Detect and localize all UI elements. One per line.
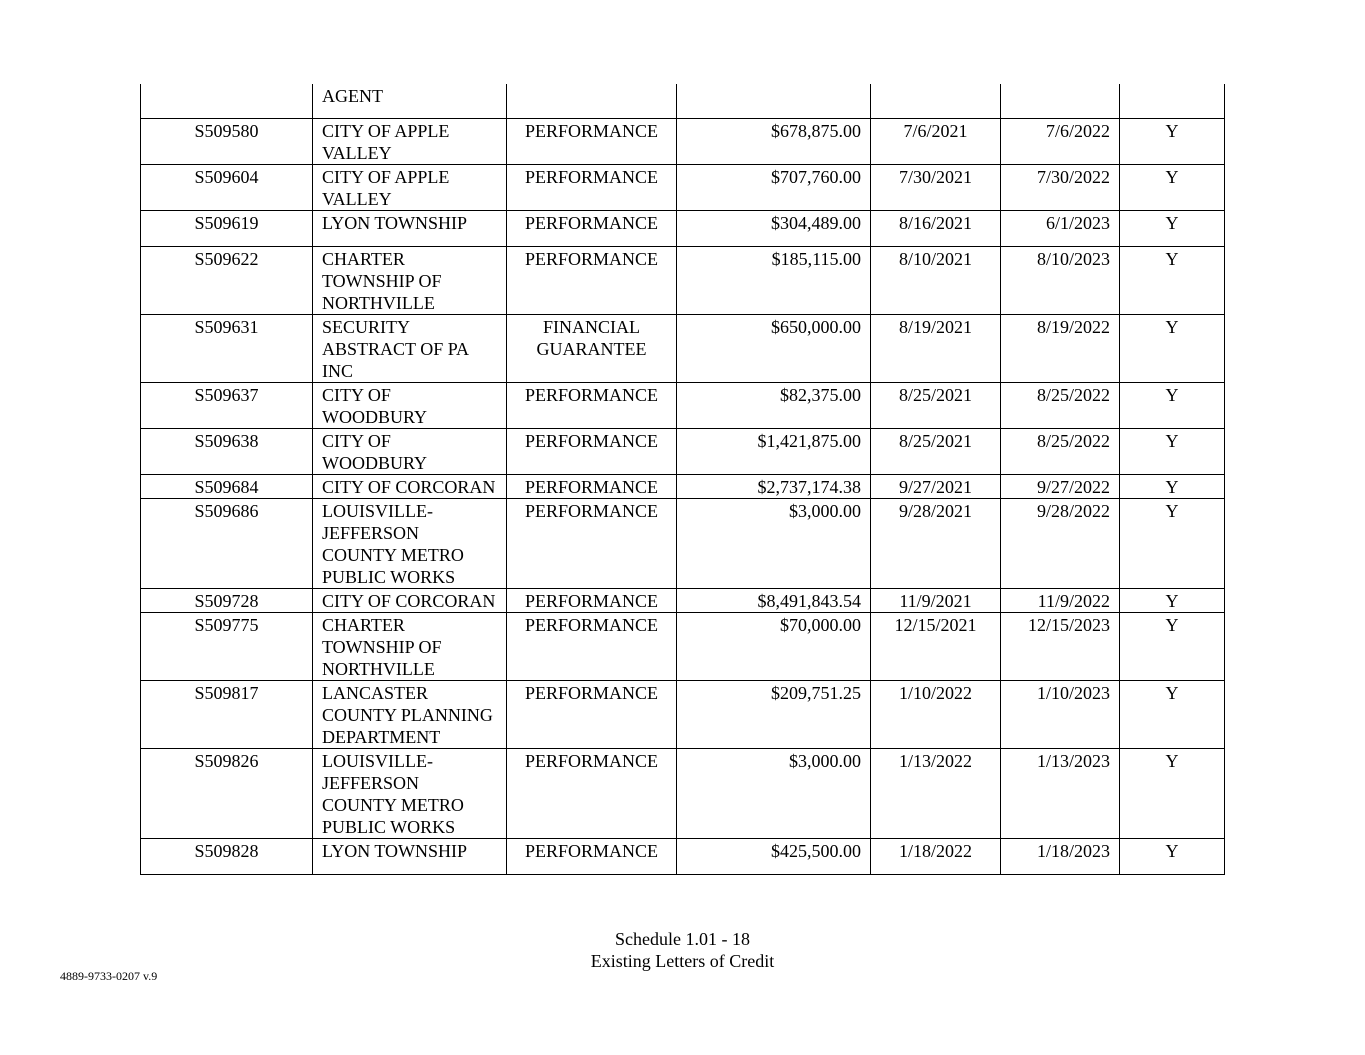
cell-beneficiary: CITY OF WOODBURY (313, 429, 507, 475)
cell-flag: Y (1120, 499, 1225, 589)
cell-expiry-date: 12/15/2023 (1001, 613, 1120, 681)
table-row (141, 247, 1225, 315)
cell-expiry-date (1001, 84, 1120, 119)
cell-issue-date: 7/30/2021 (871, 165, 1001, 211)
cell-type: PERFORMANCE (507, 499, 677, 589)
cell-amount: $8,491,843.54 (677, 589, 871, 613)
table-row (141, 589, 1225, 613)
cell-issue-date: 8/16/2021 (871, 211, 1001, 247)
table-row (141, 839, 1225, 875)
cell-expiry-date: 11/9/2022 (1001, 589, 1120, 613)
cell-beneficiary: LOUISVILLE- JEFFERSON COUNTY METRO PUBLIC WORKS (313, 499, 507, 589)
cell-beneficiary: LANCASTER COUNTY PLANNING DEPARTMENT (313, 681, 507, 749)
cell-number: S509775 (141, 613, 313, 681)
cell-issue-date: 8/25/2021 (871, 429, 1001, 475)
cell-number: S509580 (141, 119, 313, 165)
cell-issue-date: 8/19/2021 (871, 315, 1001, 383)
cell-beneficiary: CITY OF APPLE VALLEY (313, 119, 507, 165)
cell-beneficiary: AGENT (313, 84, 507, 119)
cell-number: S509728 (141, 589, 313, 613)
table-row (141, 165, 1225, 211)
cell-amount: $650,000.00 (677, 315, 871, 383)
cell-flag: Y (1120, 681, 1225, 749)
cell-flag: Y (1120, 429, 1225, 475)
cell-expiry-date: 1/13/2023 (1001, 749, 1120, 839)
cell-type: PERFORMANCE (507, 681, 677, 749)
cell-expiry-date: 8/10/2023 (1001, 247, 1120, 315)
cell-beneficiary: CITY OF APPLE VALLEY (313, 165, 507, 211)
cell-flag: Y (1120, 165, 1225, 211)
cell-amount: $3,000.00 (677, 499, 871, 589)
cell-number (141, 84, 313, 119)
table-row (141, 315, 1225, 383)
cell-flag: Y (1120, 839, 1225, 875)
cell-amount: $185,115.00 (677, 247, 871, 315)
cell-flag: Y (1120, 119, 1225, 165)
table-row (141, 681, 1225, 749)
cell-beneficiary: LYON TOWNSHIP (313, 839, 507, 875)
cell-beneficiary: LYON TOWNSHIP (313, 211, 507, 247)
cell-flag: Y (1120, 211, 1225, 247)
cell-type: PERFORMANCE (507, 475, 677, 499)
cell-type: PERFORMANCE (507, 839, 677, 875)
schedule-title: Existing Letters of Credit (590, 951, 775, 971)
cell-type: PERFORMANCE (507, 749, 677, 839)
cell-type: PERFORMANCE (507, 383, 677, 429)
schedule-number: Schedule 1.01 - 18 (615, 929, 750, 949)
document-id: 4889-9733-0207 v.9 (60, 969, 158, 983)
cell-expiry-date: 9/28/2022 (1001, 499, 1120, 589)
cell-expiry-date: 1/18/2023 (1001, 839, 1120, 875)
cell-expiry-date: 6/1/2023 (1001, 211, 1120, 247)
cell-number: S509619 (141, 211, 313, 247)
cell-beneficiary: SECURITY ABSTRACT OF PA INC (313, 315, 507, 383)
cell-issue-date: 8/10/2021 (871, 247, 1001, 315)
table-row (141, 429, 1225, 475)
cell-number: S509684 (141, 475, 313, 499)
cell-issue-date: 7/6/2021 (871, 119, 1001, 165)
cell-amount: $82,375.00 (677, 383, 871, 429)
cell-beneficiary: LOUISVILLE- JEFFERSON COUNTY METRO PUBLIC WORKS (313, 749, 507, 839)
cell-amount: $707,760.00 (677, 165, 871, 211)
cell-amount: $1,421,875.00 (677, 429, 871, 475)
cell-flag: Y (1120, 383, 1225, 429)
cell-amount: $70,000.00 (677, 613, 871, 681)
cell-flag: Y (1120, 315, 1225, 383)
cell-type: PERFORMANCE (507, 119, 677, 165)
cell-type: PERFORMANCE (507, 429, 677, 475)
cell-number: S509817 (141, 681, 313, 749)
cell-number: S509604 (141, 165, 313, 211)
cell-issue-date (871, 84, 1001, 119)
cell-type (507, 84, 677, 119)
cell-flag: Y (1120, 749, 1225, 839)
cell-amount: $678,875.00 (677, 119, 871, 165)
table-row (141, 211, 1225, 247)
cell-beneficiary: CHARTER TOWNSHIP OF NORTHVILLE (313, 613, 507, 681)
cell-flag (1120, 84, 1225, 119)
cell-number: S509828 (141, 839, 313, 875)
page-footer (0, 928, 1365, 972)
cell-issue-date: 11/9/2021 (871, 589, 1001, 613)
cell-issue-date: 9/28/2021 (871, 499, 1001, 589)
cell-expiry-date: 1/10/2023 (1001, 681, 1120, 749)
cell-type: PERFORMANCE (507, 211, 677, 247)
table-row (141, 84, 1225, 119)
table-row (141, 383, 1225, 429)
cell-number: S509638 (141, 429, 313, 475)
letters-of-credit-table (140, 84, 1225, 875)
cell-type: FINANCIAL GUARANTEE (507, 315, 677, 383)
cell-number: S509826 (141, 749, 313, 839)
cell-flag: Y (1120, 613, 1225, 681)
cell-amount: $2,737,174.38 (677, 475, 871, 499)
cell-issue-date: 9/27/2021 (871, 475, 1001, 499)
cell-expiry-date: 7/6/2022 (1001, 119, 1120, 165)
cell-amount: $3,000.00 (677, 749, 871, 839)
cell-flag: Y (1120, 247, 1225, 315)
cell-number: S509631 (141, 315, 313, 383)
cell-expiry-date: 9/27/2022 (1001, 475, 1120, 499)
cell-beneficiary: CHARTER TOWNSHIP OF NORTHVILLE (313, 247, 507, 315)
cell-flag: Y (1120, 475, 1225, 499)
cell-expiry-date: 8/19/2022 (1001, 315, 1120, 383)
cell-type: PERFORMANCE (507, 165, 677, 211)
cell-beneficiary: CITY OF CORCORAN (313, 589, 507, 613)
cell-number: S509686 (141, 499, 313, 589)
cell-beneficiary: CITY OF WOODBURY (313, 383, 507, 429)
table-body (141, 84, 1225, 875)
table-row (141, 749, 1225, 839)
cell-expiry-date: 8/25/2022 (1001, 383, 1120, 429)
cell-issue-date: 12/15/2021 (871, 613, 1001, 681)
cell-expiry-date: 7/30/2022 (1001, 165, 1120, 211)
cell-issue-date: 8/25/2021 (871, 383, 1001, 429)
cell-issue-date: 1/18/2022 (871, 839, 1001, 875)
table-row (141, 613, 1225, 681)
cell-amount: $209,751.25 (677, 681, 871, 749)
cell-amount (677, 84, 871, 119)
cell-amount: $425,500.00 (677, 839, 871, 875)
cell-issue-date: 1/13/2022 (871, 749, 1001, 839)
cell-type: PERFORMANCE (507, 613, 677, 681)
cell-amount: $304,489.00 (677, 211, 871, 247)
cell-expiry-date: 8/25/2022 (1001, 429, 1120, 475)
table-row (141, 119, 1225, 165)
cell-number: S509622 (141, 247, 313, 315)
table-row (141, 475, 1225, 499)
cell-flag: Y (1120, 589, 1225, 613)
table-row (141, 499, 1225, 589)
cell-number: S509637 (141, 383, 313, 429)
cell-beneficiary: CITY OF CORCORAN (313, 475, 507, 499)
cell-type: PERFORMANCE (507, 247, 677, 315)
cell-type: PERFORMANCE (507, 589, 677, 613)
cell-issue-date: 1/10/2022 (871, 681, 1001, 749)
